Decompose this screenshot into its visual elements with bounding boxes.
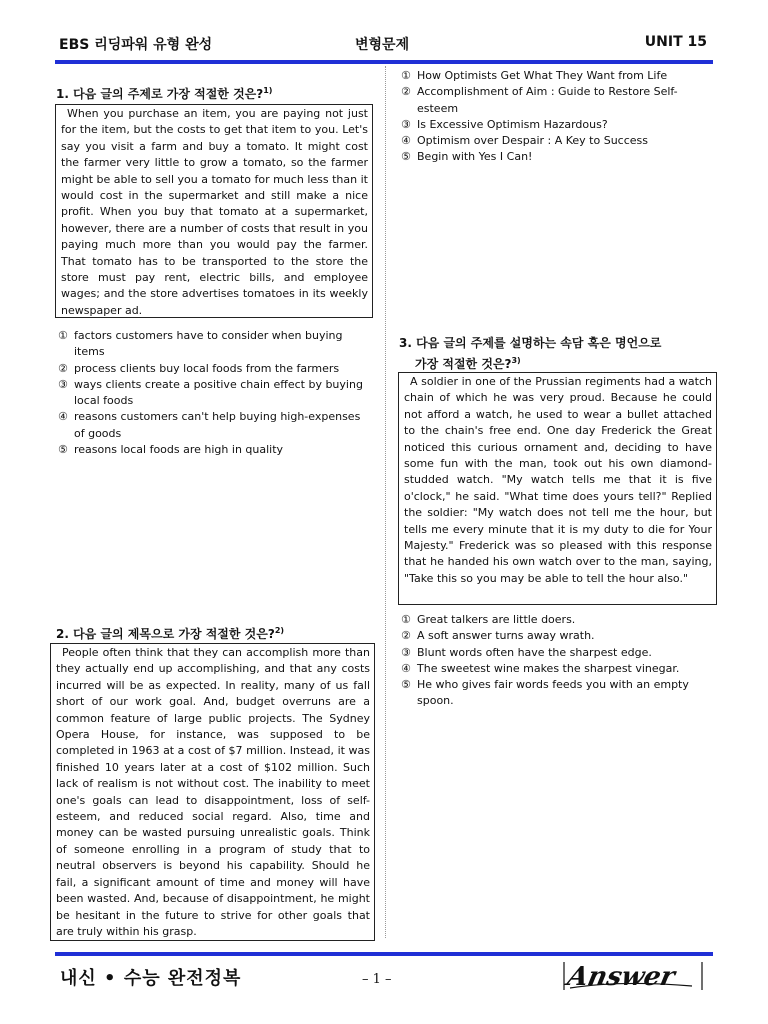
q3-option-2 (401, 628, 713, 644)
option-number: ③ (401, 117, 411, 131)
q1-option-4 (58, 409, 372, 442)
option-number: ④ (401, 134, 411, 148)
option-number: ② (58, 361, 68, 375)
q3-options (401, 612, 713, 710)
q2-footnote-marker: 2) (274, 626, 285, 635)
page-number: – 1 – (362, 972, 392, 987)
q1-option-2 (58, 361, 372, 377)
option-number: ② (401, 629, 411, 643)
option-number: ① (401, 613, 411, 626)
option-text: process clients buy local foods from the farmers (74, 361, 340, 375)
q1-option-3 (58, 377, 372, 410)
q1-option-1 (58, 328, 372, 361)
q3-option-1 (401, 612, 713, 628)
header-section-title: 변형문제 (355, 37, 410, 53)
option-text: Great talkers are little doers. (417, 613, 576, 626)
header-series-title: EBS 리딩파워 유형 완성 (59, 37, 213, 53)
footer-slogan: 내신 • 수능 완전정복 (60, 968, 242, 989)
answer-logo-text: Answer (564, 961, 678, 992)
footer-rule (55, 952, 713, 956)
q3-passage: A soldier in one of the Prussian regiments had a watch chain of which he was very proud. Because he could not afford a watch, he used to wear a bullet attached to the chain's free end. One day Frederick the Great noticed this curious ornament and, deciding to have some fun with the man, took out his own diamond-studded watch. "My watch tells me that it is five o'clock," he said. "What time does yours tell?" Replied the soldier: "My watch does not tell me the hour, but tells me every minute that it is my duty to die for Your Majesty." Frederick was so pleased with this response that he handed his own watch over to the man, saying, "Take this so you may be able to tell the hour also." (404, 375, 712, 585)
option-number: ① (401, 69, 411, 82)
q1-passage-box (55, 104, 373, 318)
column-divider (385, 66, 386, 938)
option-text: reasons local foods are high in quality (74, 443, 284, 457)
q1-title-text: 1. 다음 글의 주제로 가장 적절한 것은? (56, 87, 264, 101)
q1-title (56, 85, 272, 102)
q3-title-line2: 가장 적절한 것은? (415, 357, 512, 371)
q3-title-line2-wrap (399, 352, 715, 373)
q1-passage: When you purchase an item, you are paying not just for the item, but the costs to get that item to you. Let's say you visit a farm and buy a tomato. It might cost the farmer very little to grow a tomato, so the farmer might be able to sell you a tomato for much less than it would cost in the supermarket and still make a nice profit. When you buy that tomato at a supermarket, however, there are a number of costs that result in you paying much more than you would pay the farmer. That tomato has to be transported to the store the store must pay rent, electric bills, and employee wages; and the store advertises tomatoes in its weekly newspaper ad. (61, 107, 368, 317)
q2-passage: People often think that they can accomplish more than they actually end up accomplishing, and that any costs incurred will be as expected. In reality, many of us fall short of our work goal. And, budget overruns are a common feature of large public projects. The Sydney Opera House, for instance, was supposed to be completed in 1963 at a cost of $7 million. Instead, it was finished 10 years later at a cost of $102 million. Such lack of realism is not without cost. The inability to meet one's goals can lead to disappointment, loss of self-esteem, and reduced social regard. Also, time and money can be wasted pursuing unrealistic goals. Think of someone enrolling in a program of study that to neutral observers is beyond his capability. Should he fail, a significant amount of time and money will have been wasted. And, because of disappointment, he might be hesitant in the future to strive for other goals that are truly within his grasp. (56, 646, 370, 938)
q3-footnote-marker: 3) (511, 356, 521, 365)
option-number: ⑤ (401, 150, 411, 164)
option-number: ② (401, 85, 411, 99)
page-header (55, 32, 713, 58)
q3-option-3 (401, 645, 713, 661)
q2-option-2 (401, 84, 713, 117)
q2-option-5 (401, 149, 713, 165)
q1-option-5 (58, 442, 372, 458)
header-unit-label: UNIT 15 (644, 34, 707, 50)
q2-passage-box (50, 643, 375, 941)
option-number: ③ (58, 377, 68, 391)
q2-title (56, 625, 284, 642)
answer-logo-graphic (562, 958, 708, 992)
q3-option-4 (401, 661, 713, 677)
option-number: ⑤ (401, 678, 411, 692)
q3-title (399, 334, 715, 373)
option-text: Blunt words often have the sharpest edge. (417, 645, 652, 659)
q2-options (401, 68, 713, 166)
option-text: factors customers have to consider when buying items (74, 329, 343, 359)
option-text: Is Excessive Optimism Hazardous? (417, 117, 608, 131)
q3-passage-box (398, 372, 717, 605)
option-text: He who gives fair words feeds you with an empty spoon. (417, 678, 689, 708)
option-text: The sweetest wine makes the sharpest vinegar. (417, 661, 680, 675)
q3-title-line1: 3. 다음 글의 주제를 설명하는 속담 혹은 명언으로 (399, 336, 662, 350)
answer-logo (562, 958, 708, 992)
option-number: ⑤ (58, 443, 68, 457)
q2-option-4 (401, 133, 713, 149)
option-text: Accomplishment of Aim : Guide to Restore Self-esteem (417, 85, 678, 115)
q2-title-text: 2. 다음 글의 제목으로 가장 적절한 것은? (56, 627, 275, 641)
option-text: How Optimists Get What They Want from Life (417, 69, 668, 82)
option-text: Optimism over Despair : A Key to Success (417, 134, 648, 148)
q2-option-1 (401, 68, 713, 84)
option-number: ④ (58, 410, 68, 424)
option-text: Begin with Yes I Can! (417, 150, 533, 164)
header-rule (55, 60, 713, 64)
option-text: reasons customers can't help buying high-expenses of goods (74, 410, 361, 440)
option-text: A soft answer turns away wrath. (417, 629, 595, 643)
option-number: ① (58, 329, 68, 342)
q3-option-5 (401, 677, 713, 710)
q1-options (58, 328, 372, 458)
q1-footnote-marker: 1) (263, 86, 273, 95)
q2-option-3 (401, 117, 713, 133)
option-number: ③ (401, 645, 411, 659)
option-number: ④ (401, 661, 411, 675)
option-text: ways clients create a positive chain effect by buying local foods (74, 377, 363, 408)
